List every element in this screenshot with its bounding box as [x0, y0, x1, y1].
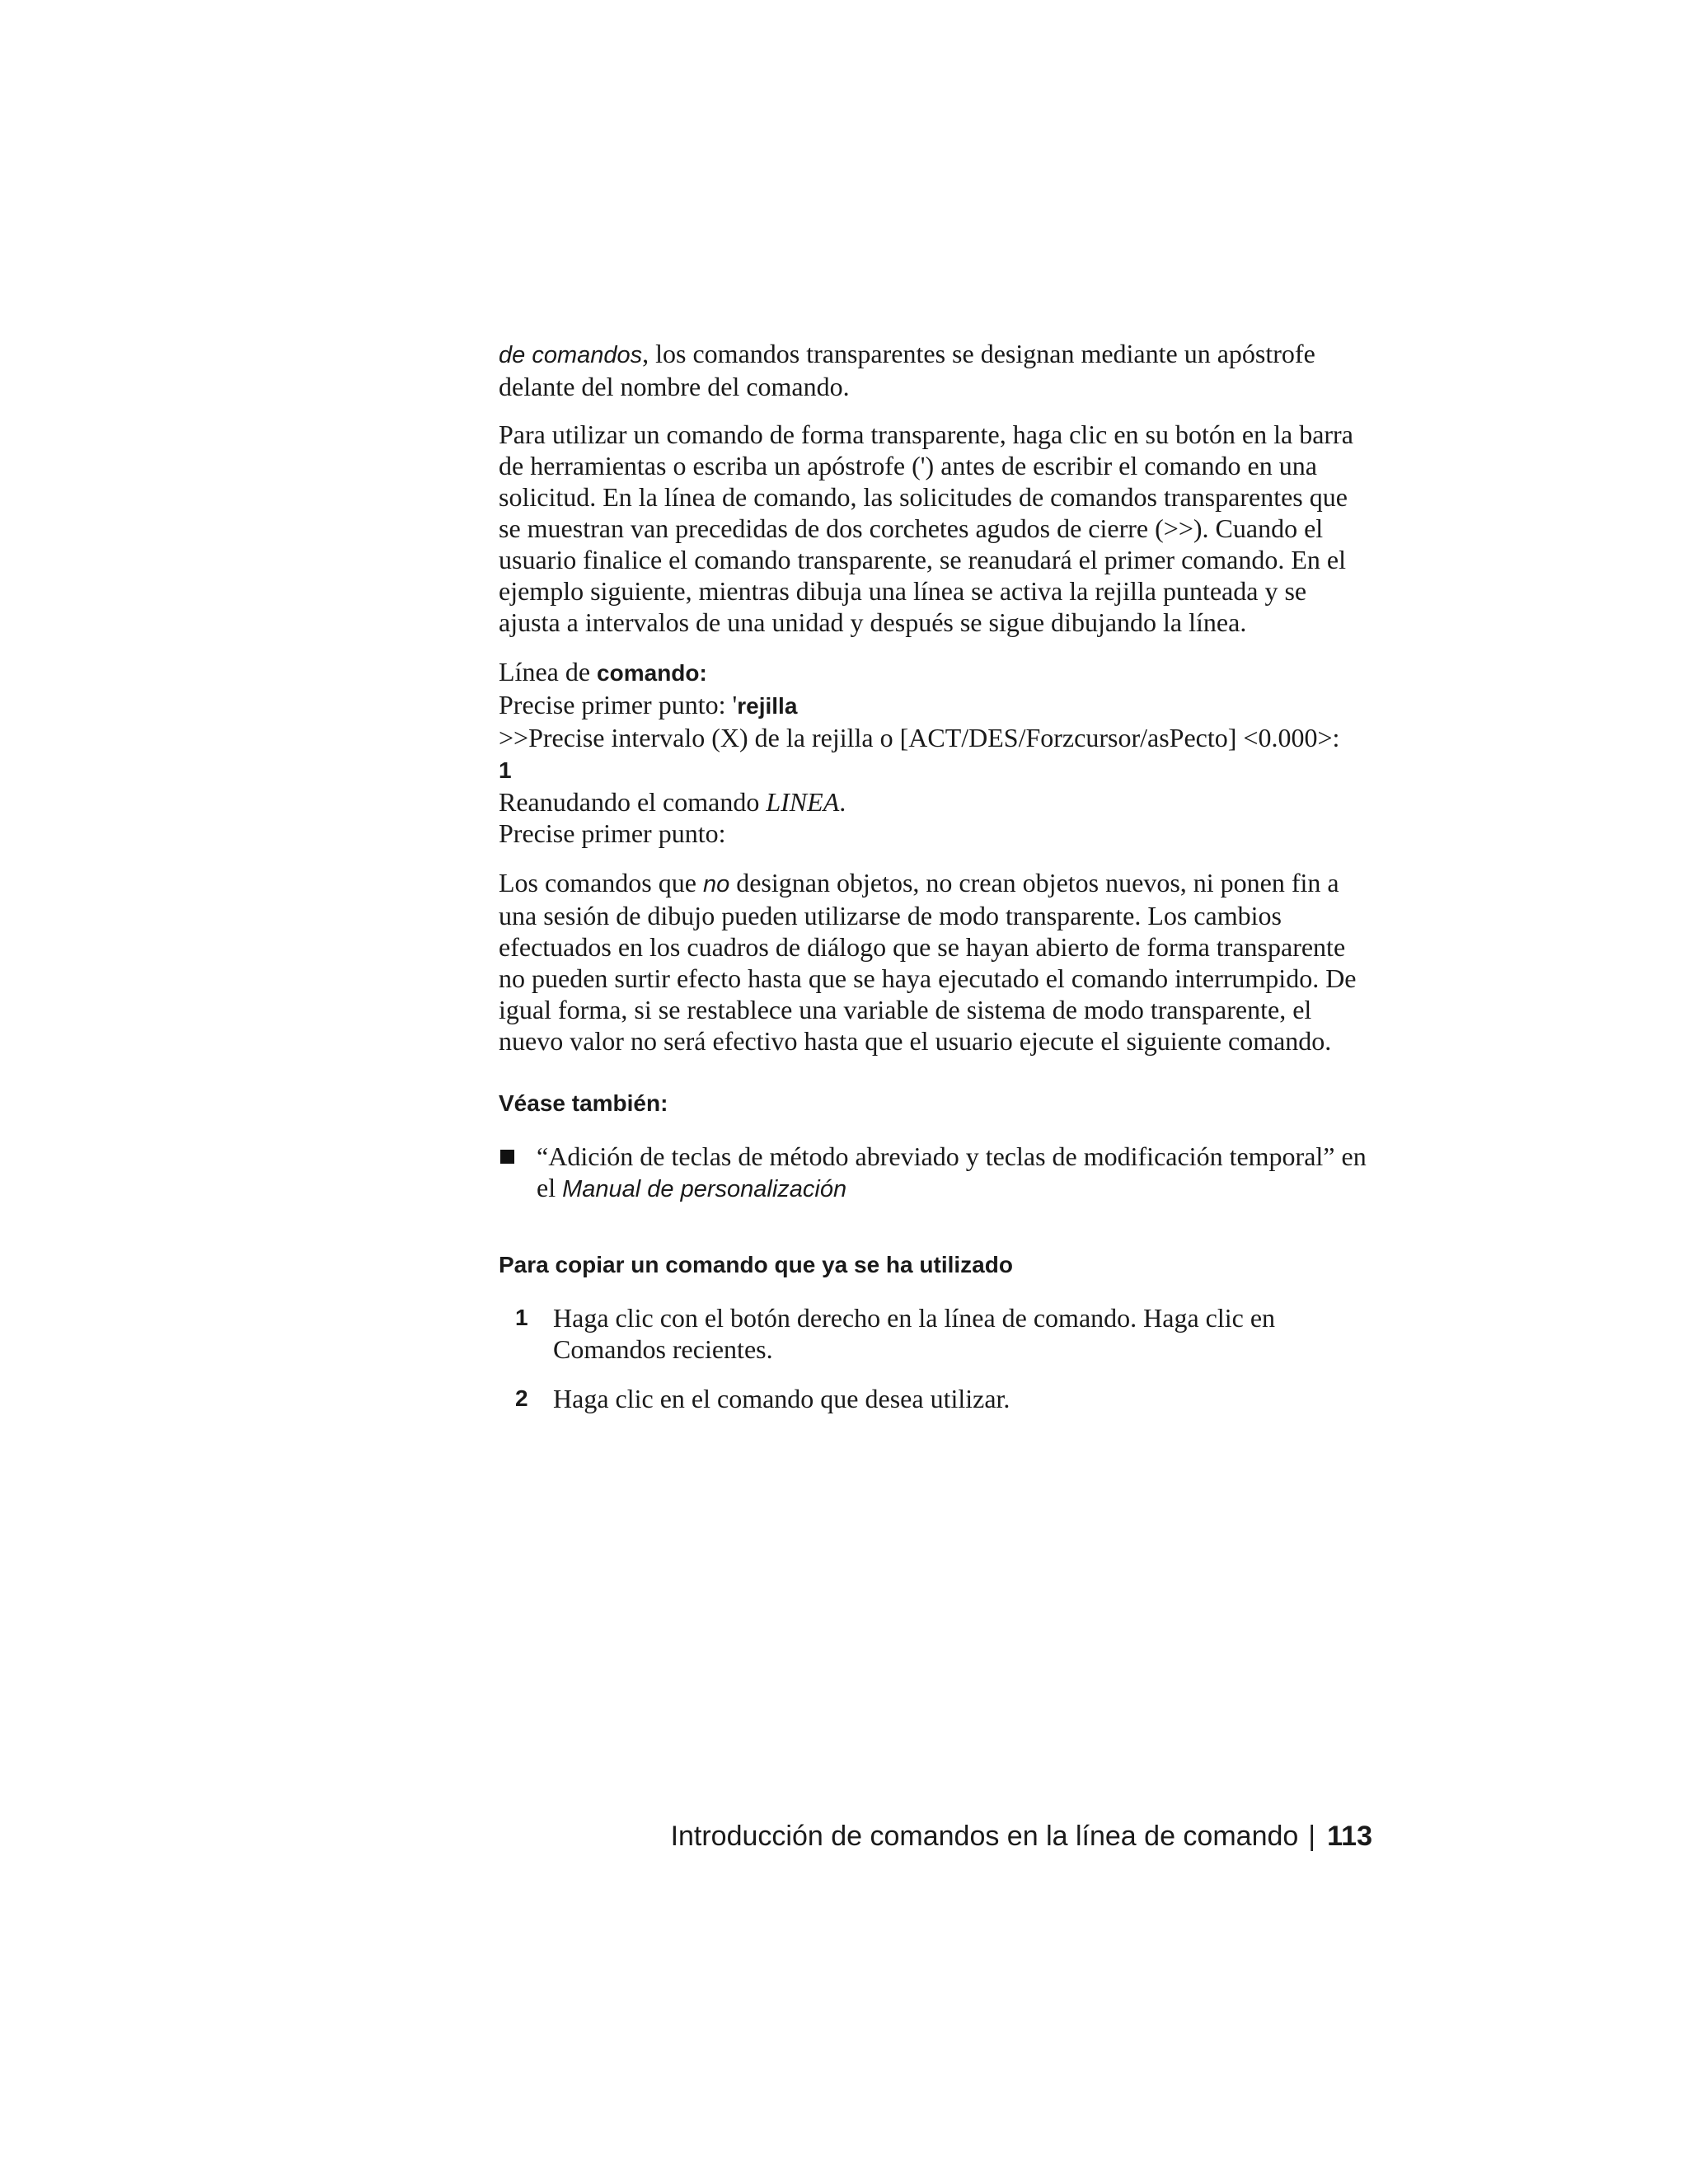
procedure-steps [499, 1302, 1372, 1414]
bullet-square-icon [500, 1150, 514, 1164]
step-text: Haga clic en el comando que desea utilizar. [553, 1384, 1010, 1413]
procedure-heading: Para copiar un comando que ya se ha utilizado [499, 1252, 1013, 1277]
footer-chapter-title: Introducción de comandos en la línea de comando [670, 1821, 1299, 1852]
page-body [499, 338, 1372, 1414]
command-example-line-1: Línea de comando: [499, 657, 707, 687]
transparent-usage-paragraph: Para utilizar un comando de forma transparente, haga clic en su botón en la barra de herramientas o escriba un apóstrofe (') antes de escribir el comando en una solicitud. En la línea de comando, las solicitudes de comandos transparentes que se muestran van precedidas de dos corchetes agudos de cierre (>>). Cuando el usuario finalice el comando transparente, se reanudará el primer comando. En el ejemplo siguiente, mientras dibuja una línea se activa la rejilla punteada y se ajusta a intervalos de una unidad y después se sigue dibujando la línea. [499, 419, 1353, 637]
intro-text: , los comandos transparentes se designan mediante un apóstrofe delante del nombre del comando. [499, 339, 1315, 401]
command-line-example [499, 656, 1372, 849]
intro-paragraph [499, 338, 1372, 401]
procedure-step [499, 1302, 1372, 1365]
command-example-line-3: >>Precise intervalo (X) de la rejilla o [ACT/DES/Forzcursor/asPecto] <0.000>: [499, 723, 1340, 752]
command-example-line-2: Precise primer punto: 'rejilla [499, 690, 798, 719]
page-footer [671, 1818, 1372, 1854]
command-example-line-6: Precise primer punto: [499, 818, 726, 848]
page-number: 113 [1327, 1821, 1372, 1852]
command-example-line-5: Reanudando el comando LINEA. [499, 787, 846, 817]
see-also-item[interactable]: “Adición de teclas de método abreviado y teclas de modificación temporal” en el Manual de personalización [537, 1141, 1367, 1202]
see-also-heading: Véase también: [499, 1090, 668, 1116]
step-number: 1 [515, 1305, 528, 1330]
see-also-list [499, 1141, 1372, 1205]
command-example-line-4: 1 [499, 757, 512, 783]
intro-italic-term: de comandos [499, 342, 643, 368]
transparent-limits-paragraph: Los comandos que no designan objetos, no crean objetos nuevos, ni ponen fin a una sesión de dibujo pueden utilizarse de modo transparente. Los cambios efectuados en los cuadros de diálogo que se hayan abierto de forma transparente no pueden surtir efecto hasta que se haya ejecutado el comando interrumpido. De igual forma, si se restablece una variable de sistema de modo transparente, el nuevo valor no será efectivo hasta que el usuario ejecute el siguiente comando. [499, 868, 1357, 1056]
step-text: Haga clic con el botón derecho en la línea de comando. Haga clic en Comandos recientes. [553, 1303, 1276, 1364]
procedure-step [499, 1383, 1372, 1414]
step-number: 2 [515, 1385, 528, 1411]
footer-separator: | [1308, 1821, 1316, 1852]
